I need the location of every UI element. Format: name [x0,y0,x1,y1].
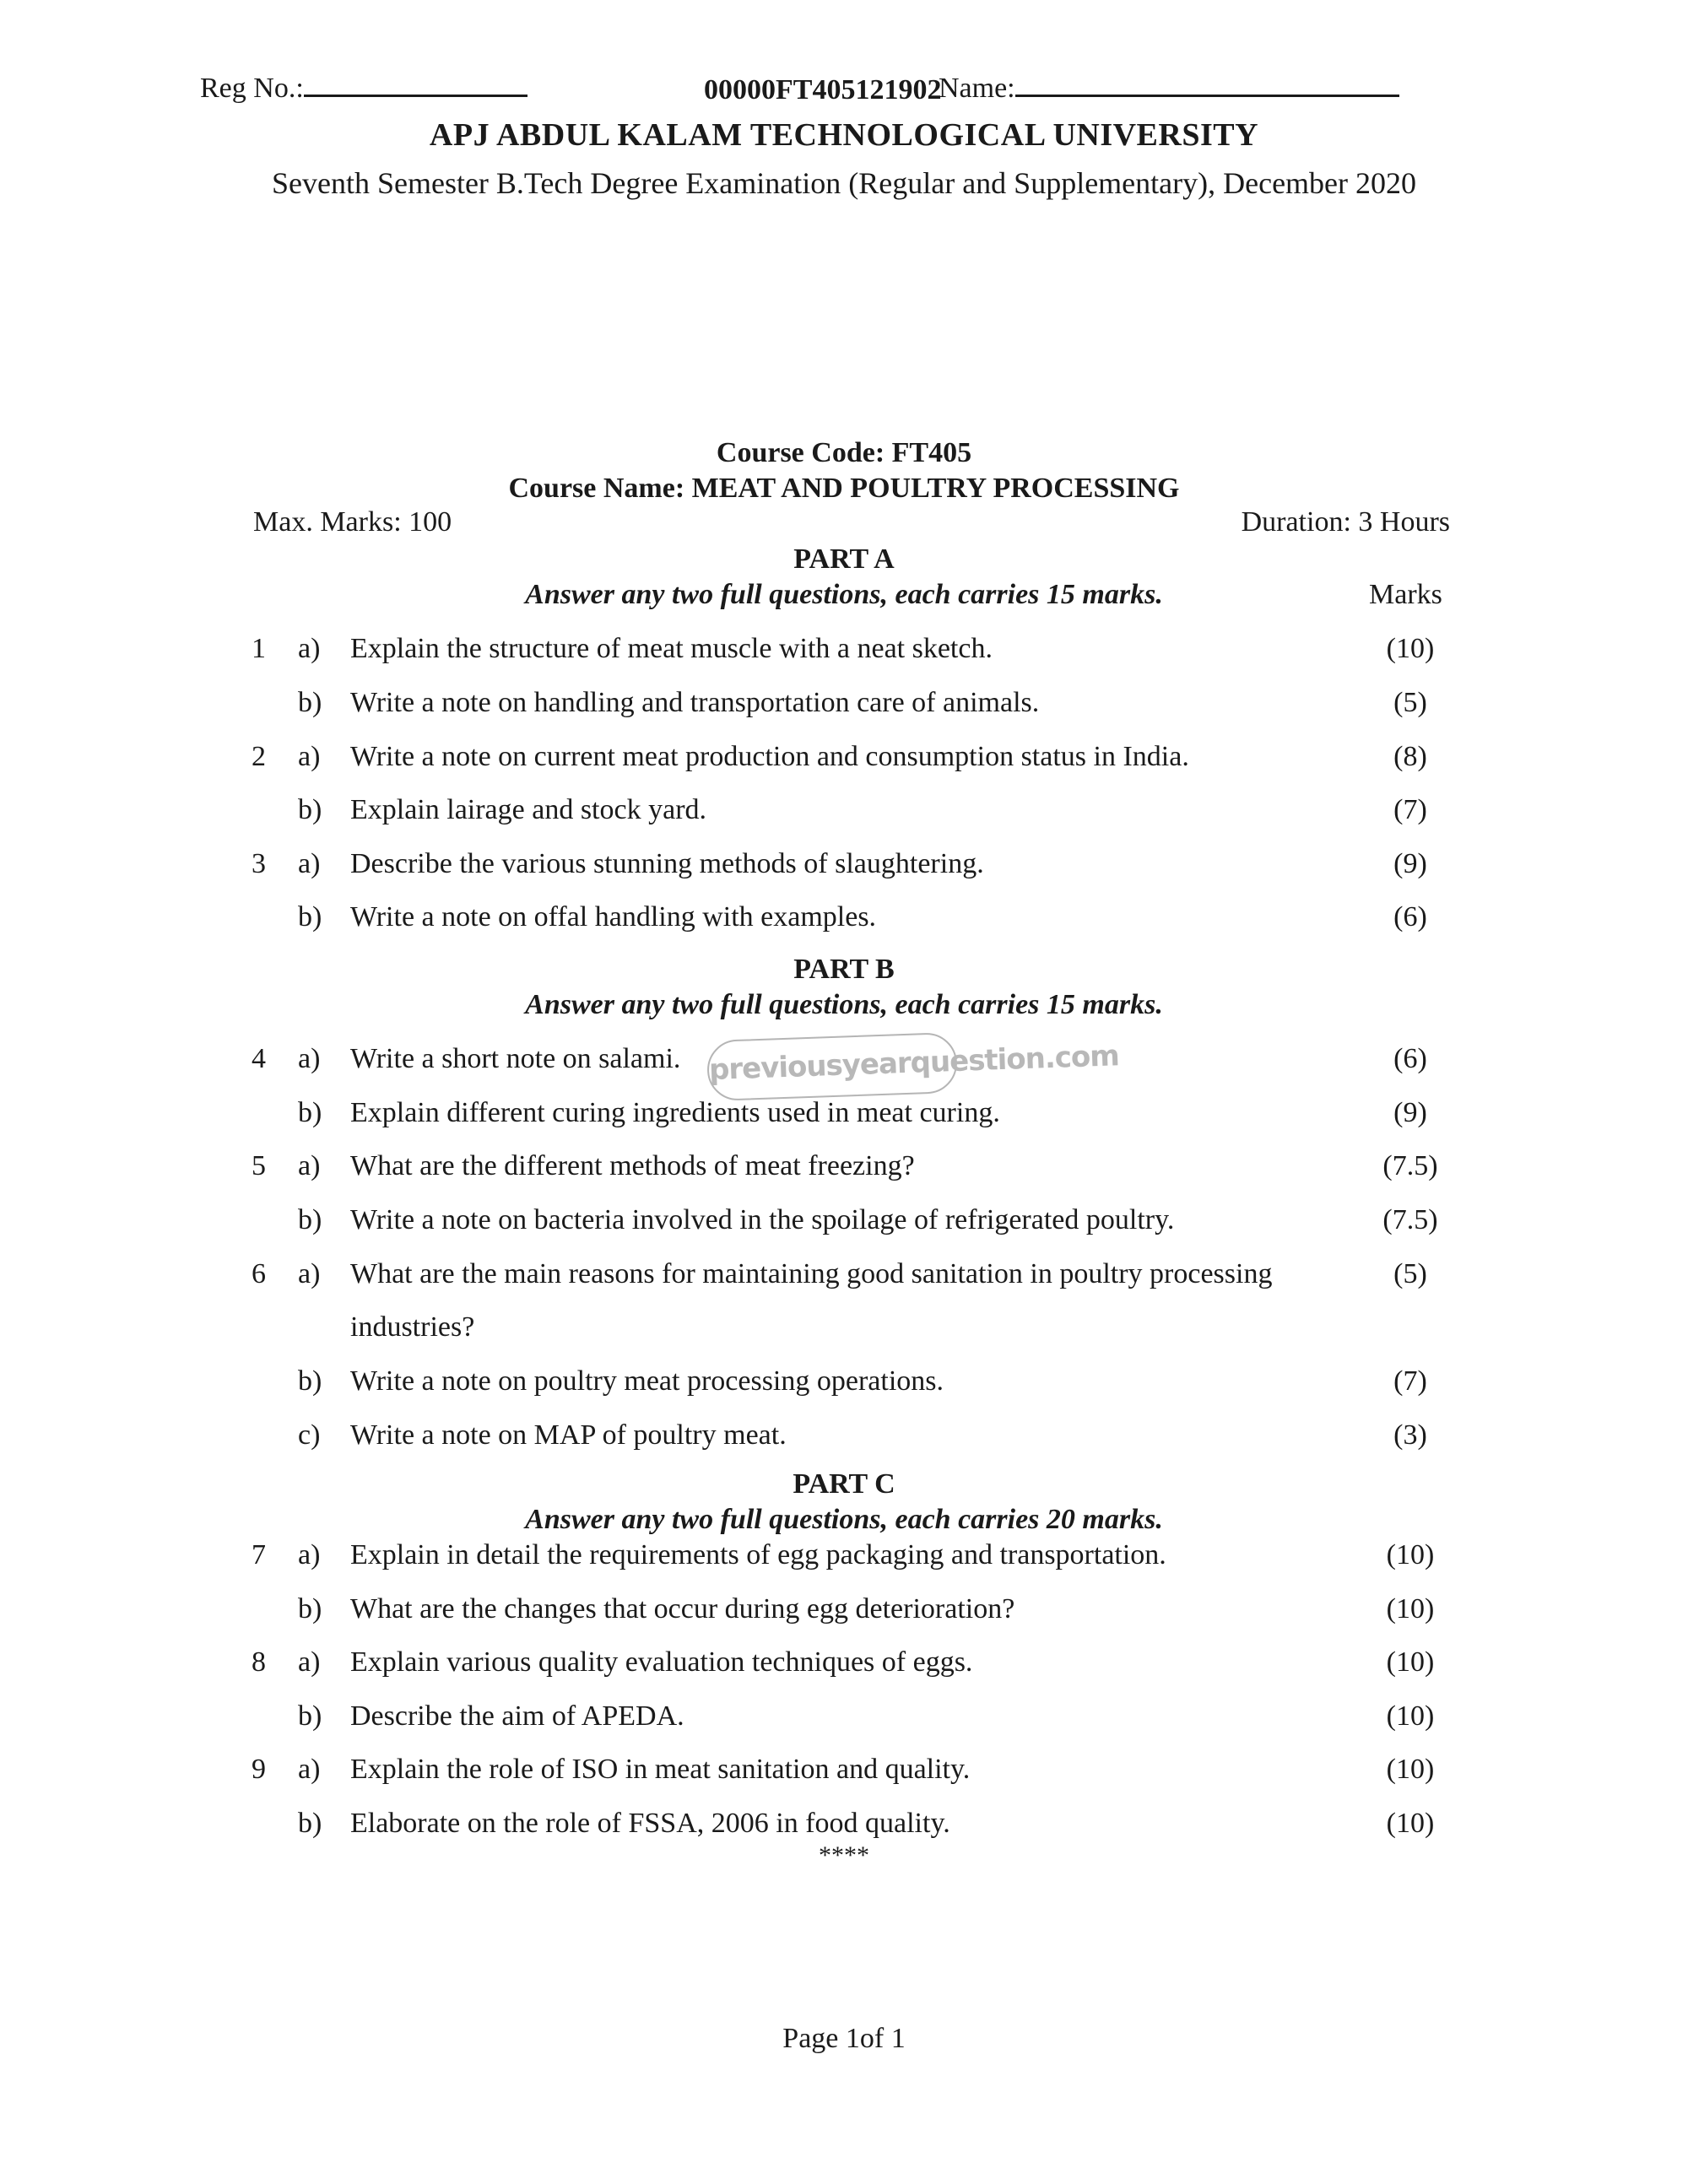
question-row [0,1419,1688,1462]
question-text: What are the main reasons for maintaining good sanitation in poultry processing [350,1258,1273,1289]
course-code: Course Code: FT405 [716,437,972,468]
question-sub-label: a) [298,1754,321,1785]
question-sub-label: a) [298,848,321,879]
question-row [0,1754,1688,1796]
question-text: Describe the various stunning methods of slaughtering. [350,848,984,879]
question-row [0,1646,1688,1689]
question-sub-label: b) [298,1700,322,1732]
question-marks: (10) [1386,633,1435,664]
question-text: Write a note on offal handling with examples. [350,901,877,933]
watermark-stamp: previousyearquestion.com [706,1032,958,1101]
question-text: industries? [350,1311,475,1343]
max-marks: Max. Marks: 100 [253,506,452,538]
question-marks: (10) [1386,1808,1435,1839]
question-sub-label: b) [298,794,322,825]
question-row [0,794,1688,836]
question-text: Describe the aim of APEDA. [350,1700,684,1732]
question-row [0,901,1688,943]
question-number: 6 [252,1258,266,1289]
name-blank [1015,69,1399,97]
question-row [0,687,1688,729]
question-row [0,741,1688,783]
question-row [0,1539,1688,1581]
question-row [0,1365,1688,1408]
question-sub-label: b) [298,1204,322,1235]
question-sub-label: a) [298,741,321,772]
question-marks: (8) [1393,741,1427,772]
question-text: Explain the role of ISO in meat sanitation and quality. [350,1754,971,1785]
course-name: Course Name: MEAT AND POULTRY PROCESSING [508,473,1180,504]
question-marks: (7) [1393,794,1427,825]
question-text: Write a note on current meat production and consumption status in India. [350,741,1189,772]
question-number: 5 [252,1150,266,1181]
question-marks: (6) [1393,901,1427,933]
part-c-heading: PART C [793,1468,895,1500]
question-sub-label: a) [298,1646,321,1678]
question-text: Explain lairage and stock yard. [350,794,707,825]
question-text: What are the different methods of meat freezing? [350,1150,915,1181]
reg-no-label: Reg No.: [200,73,304,104]
marks-column-header: Marks [1369,579,1442,610]
question-text: Write a short note on salami. [350,1043,681,1074]
duration: Duration: 3 Hours [1241,506,1450,538]
question-number: 4 [252,1043,266,1074]
question-marks: (3) [1393,1419,1427,1451]
question-marks: (10) [1386,1593,1435,1624]
header-line [0,69,1688,111]
reg-no-blank [304,69,528,97]
question-marks: (10) [1386,1754,1435,1785]
part-a-instruction: Answer any two full questions, each carries 15 marks. [525,579,1163,610]
question-text: Write a note on MAP of poultry meat. [350,1419,787,1451]
question-row [0,1258,1688,1300]
question-text: Explain various quality evaluation techniques of eggs. [350,1646,973,1678]
question-sub-label: a) [298,633,321,664]
question-sub-label: b) [298,1593,322,1624]
question-text: What are the changes that occur during egg deterioration? [350,1593,1015,1624]
question-text: Write a note on poultry meat processing operations. [350,1365,944,1397]
university-title: APJ ABDUL KALAM TECHNOLOGICAL UNIVERSITY [429,117,1259,153]
question-row [0,1204,1688,1246]
question-number: 1 [252,633,266,664]
question-sub-label: b) [298,687,322,718]
question-marks: (5) [1393,687,1427,718]
question-sub-label: a) [298,1043,321,1074]
question-sub-label: b) [298,901,322,933]
question-text: Explain in detail the requirements of egg packaging and transportation. [350,1539,1166,1570]
question-text: Explain the structure of meat muscle with a neat sketch. [350,633,993,664]
question-row [0,1700,1688,1743]
question-row [0,1593,1688,1635]
question-row [0,633,1688,675]
question-marks: (9) [1393,1097,1427,1128]
name-field [939,69,1399,105]
question-marks: (9) [1393,848,1427,879]
part-c-instruction: Answer any two full questions, each carries 20 marks. [525,1504,1163,1535]
part-a-heading: PART A [793,543,895,575]
question-number: 7 [252,1539,266,1570]
question-text: Elaborate on the role of FSSA, 2006 in food quality. [350,1808,950,1839]
question-text: Write a note on bacteria involved in the spoilage of refrigerated poultry. [350,1204,1175,1235]
question-row [0,1150,1688,1192]
page-footer: Page 1of 1 [782,2023,906,2054]
question-marks: (6) [1393,1043,1427,1074]
question-sub-label: a) [298,1150,321,1181]
question-text: Write a note on handling and transportation care of animals. [350,687,1040,718]
question-marks: (7.5) [1382,1204,1438,1235]
question-marks: (7.5) [1382,1150,1438,1181]
question-marks: (5) [1393,1258,1427,1289]
question-marks: (7) [1393,1365,1427,1397]
question-sub-label: b) [298,1097,322,1128]
reg-no-field [200,69,528,105]
end-marker: **** [819,1841,869,1869]
name-label: Name: [939,73,1015,104]
question-text: Explain different curing ingredients used in meat curing. [350,1097,1000,1128]
question-row [0,1311,1688,1354]
question-sub-label: b) [298,1365,322,1397]
question-sub-label: a) [298,1258,321,1289]
question-marks: (10) [1386,1700,1435,1732]
part-b-heading: PART B [793,954,895,985]
question-sub-label: b) [298,1808,322,1839]
part-b-instruction: Answer any two full questions, each carries 15 marks. [525,989,1163,1020]
question-marks: (10) [1386,1539,1435,1570]
question-number: 2 [252,741,266,772]
question-row [0,848,1688,890]
question-marks: (10) [1386,1646,1435,1678]
question-sub-label: c) [298,1419,321,1451]
question-row [0,1097,1688,1139]
question-number: 8 [252,1646,266,1678]
question-number: 9 [252,1754,266,1785]
question-sub-label: a) [298,1539,321,1570]
paper-code: 00000FT405121902 [704,74,942,105]
question-number: 3 [252,848,266,879]
exam-title: Seventh Semester B.Tech Degree Examination (Regular and Supplementary), December 2020 [271,166,1417,200]
